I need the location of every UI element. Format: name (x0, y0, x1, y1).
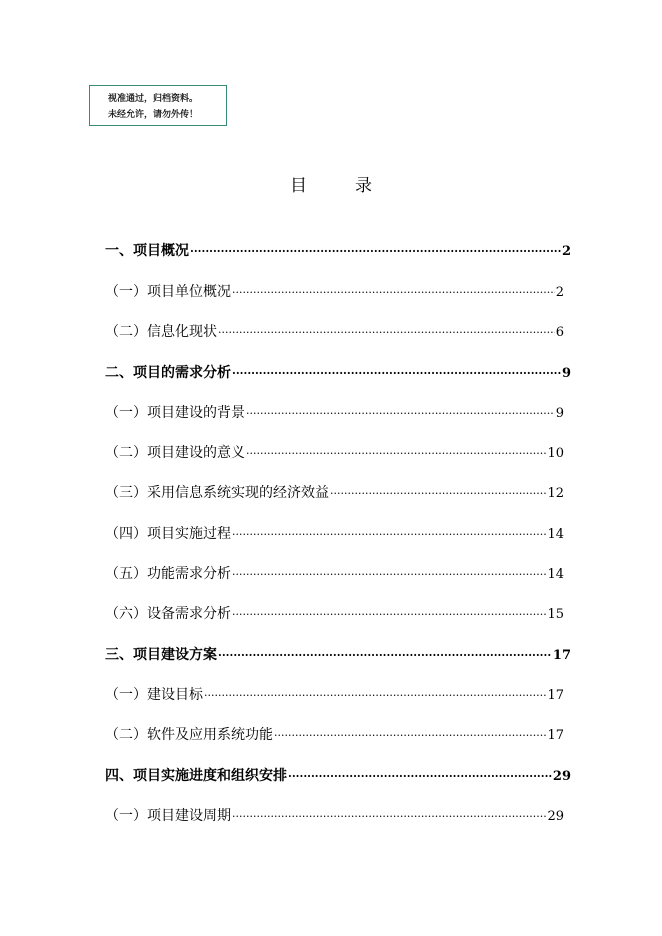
toc-label: （一）项目单位概况 (105, 284, 231, 300)
toc-entry-2-3[interactable] (105, 483, 564, 504)
toc-label: （二）信息化现状 (105, 324, 217, 340)
toc-page: 12 (547, 486, 564, 501)
notice-line-1: 视准通过，归档资料。 (108, 94, 199, 104)
page-title (0, 172, 662, 200)
toc-leader (232, 364, 561, 384)
toc-label: 四、项目实施进度和组织安排 (105, 768, 287, 784)
toc-page: 10 (547, 446, 564, 461)
toc-leader (274, 726, 546, 746)
toc-entry-4-1[interactable] (105, 806, 564, 827)
toc-leader (246, 404, 555, 424)
toc-label: （二）项目建设的意义 (105, 445, 245, 461)
toc-page: 29 (552, 769, 571, 784)
toc-leader (232, 525, 546, 545)
toc-leader (232, 807, 546, 827)
toc-label: （一）项目建设的背景 (105, 405, 245, 421)
toc-label: （六）设备需求分析 (105, 606, 231, 622)
toc-entry-2[interactable] (105, 363, 571, 384)
toc-page: 14 (547, 527, 564, 542)
toc-page: 15 (547, 607, 564, 622)
toc-label: 二、项目的需求分析 (105, 365, 231, 381)
notice-line-2: 未经允许，请勿外传！ (108, 110, 199, 120)
toc-label: （五）功能需求分析 (105, 566, 231, 582)
toc-label: （一）建设目标 (105, 687, 203, 703)
toc-entry-2-4[interactable] (105, 524, 564, 545)
toc-leader (232, 565, 546, 585)
toc-entry-2-2[interactable] (105, 443, 564, 464)
toc-leader (190, 242, 561, 262)
toc-leader (204, 686, 546, 706)
toc-entry-3[interactable] (105, 645, 571, 666)
toc-entry-3-1[interactable] (105, 685, 564, 706)
toc-entry-2-6[interactable] (105, 604, 564, 625)
toc-entry-1-1[interactable] (105, 282, 564, 303)
toc-page: 2 (555, 285, 564, 300)
toc-entry-1-2[interactable] (105, 322, 564, 343)
toc-leader (330, 484, 546, 504)
toc-leader (246, 444, 546, 464)
toc-label: （一）项目建设周期 (105, 808, 231, 824)
notice-stamp (89, 85, 227, 126)
toc-leader (288, 767, 552, 787)
toc-page: 14 (547, 567, 564, 582)
title-char-2: 录 (355, 176, 372, 196)
toc-page: 17 (552, 648, 571, 663)
toc-leader (232, 283, 555, 303)
toc-label: 三、项目建设方案 (105, 647, 217, 663)
toc-leader (218, 323, 555, 343)
toc-page: 17 (547, 728, 564, 743)
toc-page: 9 (555, 406, 564, 421)
toc-label: （二）软件及应用系统功能 (105, 727, 273, 743)
toc-page: 17 (547, 688, 564, 703)
toc-page: 2 (561, 244, 571, 259)
toc-label: 一、项目概况 (105, 243, 189, 259)
toc-label: （三）采用信息系统实现的经济效益 (105, 485, 329, 501)
toc-label: （四）项目实施过程 (105, 526, 231, 542)
toc-entry-2-1[interactable] (105, 403, 564, 424)
title-char-1: 目 (290, 176, 307, 196)
toc-entry-3-2[interactable] (105, 725, 564, 746)
toc-entry-1[interactable] (105, 241, 571, 262)
toc-leader (218, 646, 552, 666)
toc-page: 6 (555, 325, 564, 340)
toc-entry-4[interactable] (105, 766, 571, 787)
toc-page: 29 (547, 809, 564, 824)
toc-leader (232, 605, 546, 625)
toc-entry-2-5[interactable] (105, 564, 564, 585)
toc-page: 9 (561, 366, 571, 381)
